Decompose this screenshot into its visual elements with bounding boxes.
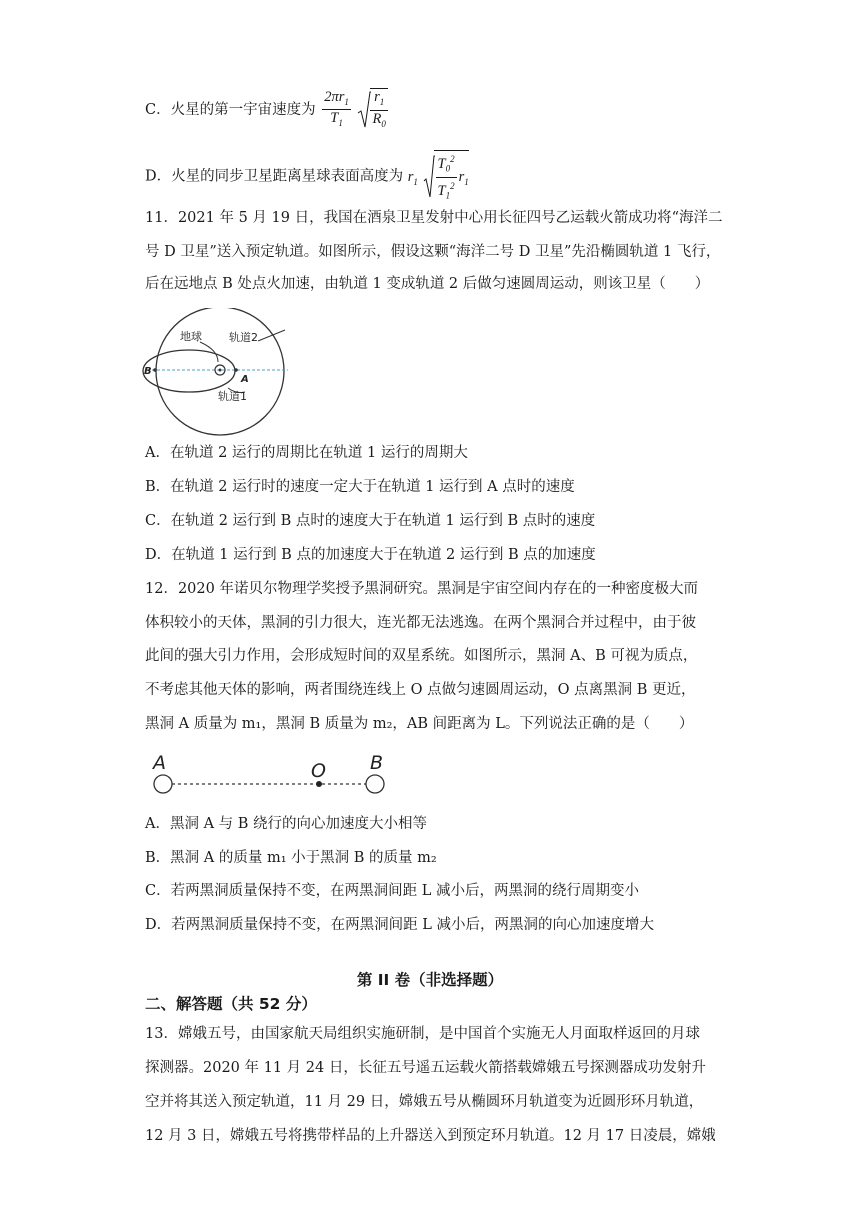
q10-option-d: [145, 150, 469, 203]
option-text: D．火星的同步卫星距离星球表面高度为: [145, 168, 404, 185]
q12-option-c: C．若两黑洞质量保持不变，在两黑洞间距 L 减小后，两黑洞的绕行周期变小: [145, 883, 639, 899]
orbit1-label: 轨道1: [218, 390, 247, 403]
black-hole-a-circle: [154, 775, 172, 793]
part-2-title: 第 II 卷（非选择题）: [356, 971, 504, 989]
q11-line-2: 号 D 卫星”送入预定轨道。如图所示，假设这颗“海洋二号 D 卫星”先沿椭圆轨道 1 飞行，: [145, 244, 721, 260]
r1: $r_1$: [407, 168, 418, 187]
square-root: $\frac{r_1}{R_0}$: [357, 88, 389, 132]
q13-line-2: 探测器。2020 年 11 月 24 日，长征五号遥五运载火箭搭载嫦娥五号探测器成功发射升: [145, 1060, 706, 1076]
q10-option-c: [145, 88, 390, 132]
label-a: A: [153, 752, 166, 774]
q11-line-1: 11．2021 年 5 月 19 日，我国在酒泉卫星发射中心用长征四号乙运载火箭成功将“海洋二: [145, 210, 723, 226]
q11-option-a: A．在轨道 2 运行的周期比在轨道 1 运行的周期大: [145, 445, 468, 461]
q12-line-1: 12．2020 年诺贝尔物理学奖授予黑洞研究。黑洞是宇宙空间内存在的一种密度极大而: [145, 581, 698, 597]
point-a-label: A: [241, 374, 249, 385]
q12-line-2: 体积较小的天体，黑洞的引力很大，连光都无法逃逸。在两个黑洞合并过程中，由于彼: [145, 615, 696, 631]
point-b-label: B: [144, 366, 152, 377]
square-root: $\frac{T_0^2}{T_1^2}$ $r_1$: [423, 150, 469, 203]
q13-line-3: 空并将其送入预定轨道，11 月 29 日，嫦娥五号从椭圆环月轨道变为近圆形环月轨道，: [145, 1094, 704, 1110]
point-b-dot: [153, 368, 157, 372]
label-o: O: [311, 760, 326, 782]
q13-line-1: 13．嫦娥五号，由国家航天局组织实施研制，是中国首个实施无人月面取样返回的月球: [145, 1026, 700, 1042]
orbit2-label: 轨道2: [229, 331, 258, 344]
q11-option-c: C．在轨道 2 运行到 B 点时的速度大于在轨道 1 运行到 B 点时的速度: [145, 513, 596, 529]
radical-sign-icon: [357, 91, 371, 129]
earth-label: 地球: [180, 330, 202, 343]
q12-option-a: A．黑洞 A 与 B 绕行的向心加速度大小相等: [145, 816, 428, 832]
earth-center-dot: [219, 369, 222, 372]
point-a-dot: [234, 368, 238, 372]
q12-line-5: 黑洞 A 质量为 m₁，黑洞 B 质量为 m₂，AB 间距离为 L。下列说法正确的是（ ）: [145, 716, 694, 732]
q12-option-d: D．若两黑洞质量保持不变，在两黑洞间距 L 减小后，两黑洞的向心加速度增大: [145, 917, 654, 933]
orbit2-label-pointer: [258, 330, 285, 341]
binary-black-hole-diagram: [145, 748, 405, 798]
orbit-diagram: [140, 308, 300, 443]
black-hole-b-circle: [366, 775, 384, 793]
q12-line-4: 不考虑其他天体的影响，两者围绕连线上 O 点做匀速圆周运动，O 点离黑洞 B 更近，: [145, 682, 696, 698]
q12-line-3: 此间的强大引力作用，会形成短时间的双星系统。如图所示，黑洞 A、B 可视为质点，: [145, 648, 698, 664]
q11-option-b: B．在轨道 2 运行时的速度一定大于在轨道 1 运行到 A 点时的速度: [145, 479, 575, 495]
option-text: C．火星的第一宇宙速度为: [145, 101, 316, 118]
label-b: B: [370, 752, 384, 774]
fraction: $\frac{2\pi r_1}{T_1}$: [324, 88, 349, 129]
q11-line-3: 后在远地点 B 处点火加速，由轨道 1 变成轨道 2 后做匀速圆周运动，则该卫星（ ）: [145, 276, 710, 292]
q13-line-4: 12 月 3 日，嫦娥五号将携带样品的上升器送入到预定环月轨道。12 月 17 日凌晨，嫦娥: [145, 1128, 716, 1144]
section-heading: 二、解答题（共 52 分）: [145, 995, 317, 1013]
q11-option-d: D．在轨道 1 运行到 B 点的加速度大于在轨道 2 运行到 B 点的加速度: [145, 547, 596, 563]
q12-option-b: B．黑洞 A 的质量 m₁ 小于黑洞 B 的质量 m₂: [145, 850, 437, 866]
orbit-1-ellipse: [143, 350, 235, 392]
